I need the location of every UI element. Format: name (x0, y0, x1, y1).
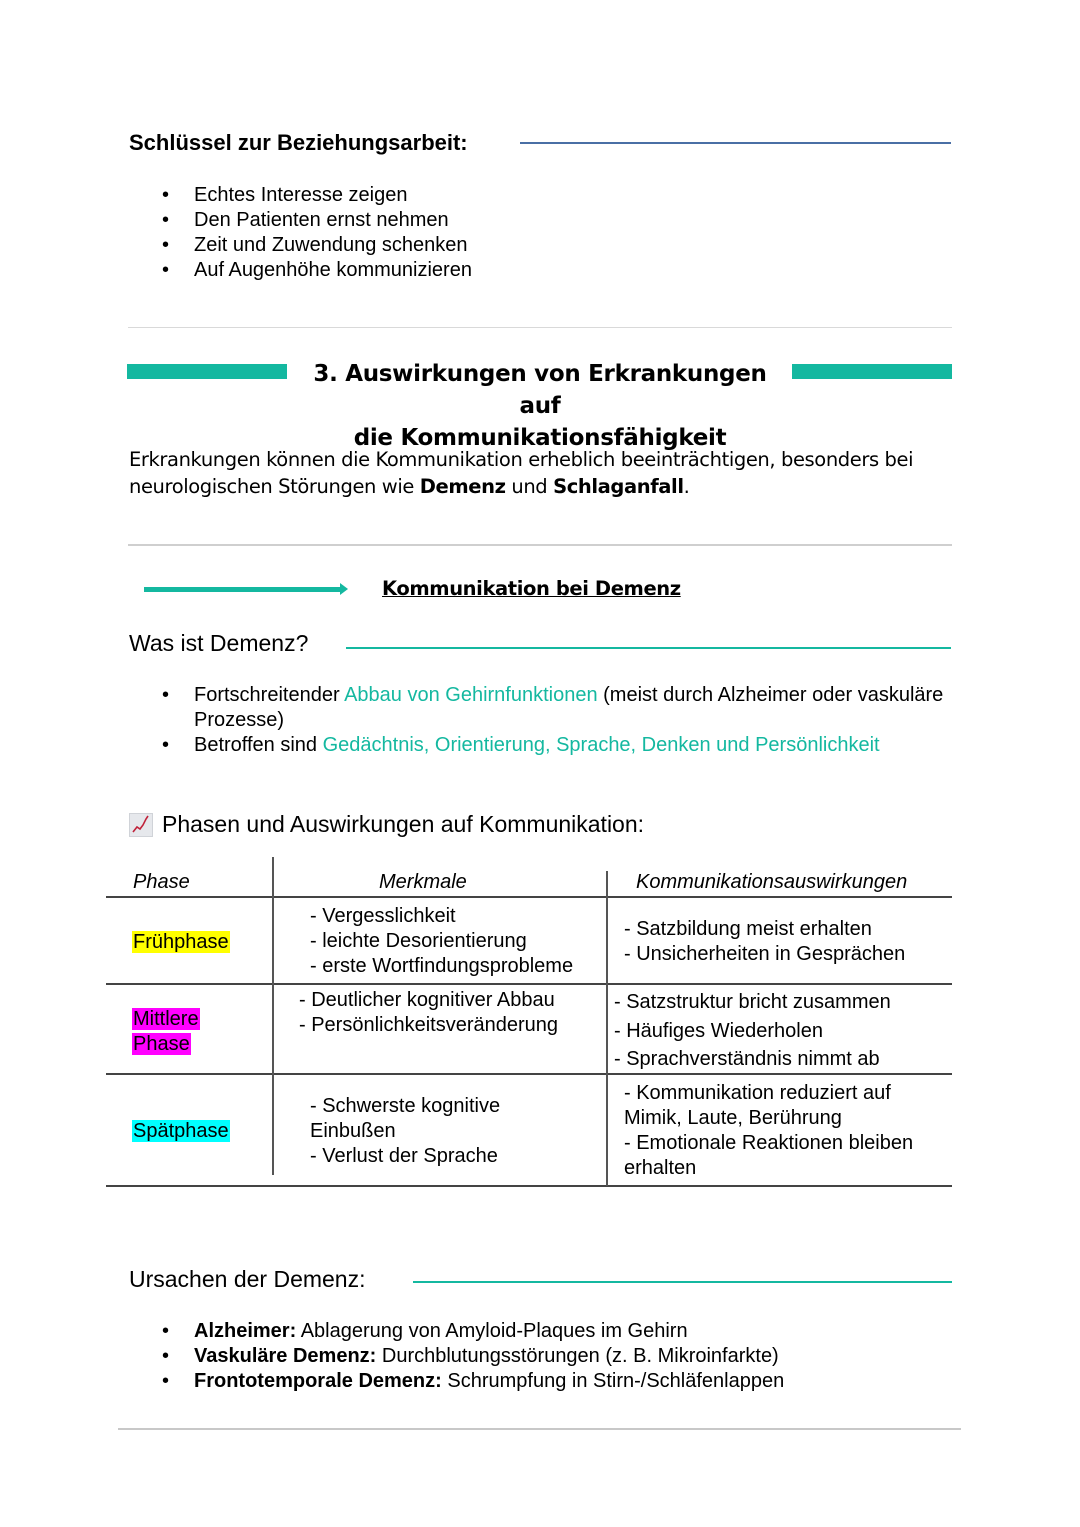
table-column-rule (606, 871, 608, 1186)
list-item: • Den Patienten ernst nehmen (129, 208, 472, 233)
table-rule (106, 983, 952, 985)
what-list (129, 683, 959, 758)
effects-cell: - Satzstruktur bricht zusammen - Häufiges Wiederholen - Sprachverständnis nimmt ab (614, 991, 891, 1070)
phase-badge: Mittlere (133, 1008, 199, 1030)
what-is-dementia-heading: Was ist Demenz? (129, 630, 309, 656)
features-cell: - Schwerste kognitive Einbußen - Verlust der Sprache (310, 1095, 501, 1167)
dementia-subheading: Kommunikation bei Demenz (382, 577, 681, 600)
phase-badge: Frühphase (133, 931, 229, 953)
features-cell: - Deutlicher kognitiver Abbau - Persönlichkeitsveränderung (299, 989, 559, 1036)
table-header-effects: Kommunikationsauswirkungen (636, 871, 908, 893)
table-row (132, 1119, 230, 1144)
phases-heading: Phasen und Auswirkungen auf Kommunikation: (129, 811, 644, 838)
heading-bar-right (792, 364, 952, 379)
features-cell: - Vergesslichkeit - leichte Desorientierung - erste Wortfindungsprobleme (310, 905, 574, 977)
arrow-right-icon (144, 587, 342, 592)
heading-bar-left (127, 364, 287, 379)
causes-heading: Ursachen der Demenz: (129, 1266, 366, 1292)
key-list (129, 183, 472, 283)
list-item: • Alzheimer: Ablagerung von Amyloid-Plaques im Gehirn (129, 1319, 969, 1344)
heading-rule (346, 647, 951, 649)
section-divider (128, 327, 952, 328)
table-row (132, 930, 230, 955)
list-item: • Fortschreitender Abbau von Gehirnfunktionen (meist durch Alzheimer oder vaskuläre Prozesse) (129, 683, 959, 733)
table-rule (106, 1185, 952, 1187)
table-header-features: Merkmale (379, 871, 467, 893)
list-item: • Zeit und Zuwendung schenken (129, 233, 472, 258)
table-header-phase: Phase (133, 871, 190, 893)
effects-cell: - Kommunikation reduziert auf Mimik, Laute, Berührung - Emotionale Reaktionen bleiben erhalten (624, 1082, 914, 1179)
phase-badge: Phase (133, 1033, 190, 1055)
heading-rule (520, 142, 951, 144)
section-divider (128, 544, 952, 546)
arrow-head-icon (340, 583, 348, 595)
list-item: • Vaskuläre Demenz: Durchblutungsstörungen (z. B. Mikroinfarkte) (129, 1344, 969, 1369)
table-row (132, 1007, 200, 1057)
list-item: • Frontotemporale Demenz: Schrumpfung in Stirn-/Schläfenlappen (129, 1369, 969, 1394)
phase-badge: Spätphase (133, 1120, 229, 1142)
table-rule (106, 896, 952, 898)
heading-rule (413, 1281, 952, 1283)
list-item: • Auf Augenhöhe kommunizieren (129, 258, 472, 283)
page-divider (118, 1428, 961, 1430)
list-item: • Echtes Interesse zeigen (129, 183, 472, 208)
table-column-rule (272, 857, 274, 1175)
causes-list (129, 1319, 969, 1394)
chart-increasing-icon (129, 813, 153, 837)
effects-cell: - Satzbildung meist erhalten - Unsicherheiten in Gesprächen (624, 918, 906, 965)
section-3-intro: Erkrankungen können die Kommunikation erheblich beeinträchtigen, besonders bei neurologischen Störungen wie Demenz und Schlaganfall. (129, 448, 914, 498)
key-section-heading: Schlüssel zur Beziehungsarbeit: (129, 130, 468, 155)
section-3-title: 3. Auswirkungen von Erkrankungen auf die Kommunikationsfähigkeit (313, 361, 767, 451)
list-item: • Betroffen sind Gedächtnis, Orientierung, Sprache, Denken und Persönlichkeit (129, 733, 959, 758)
